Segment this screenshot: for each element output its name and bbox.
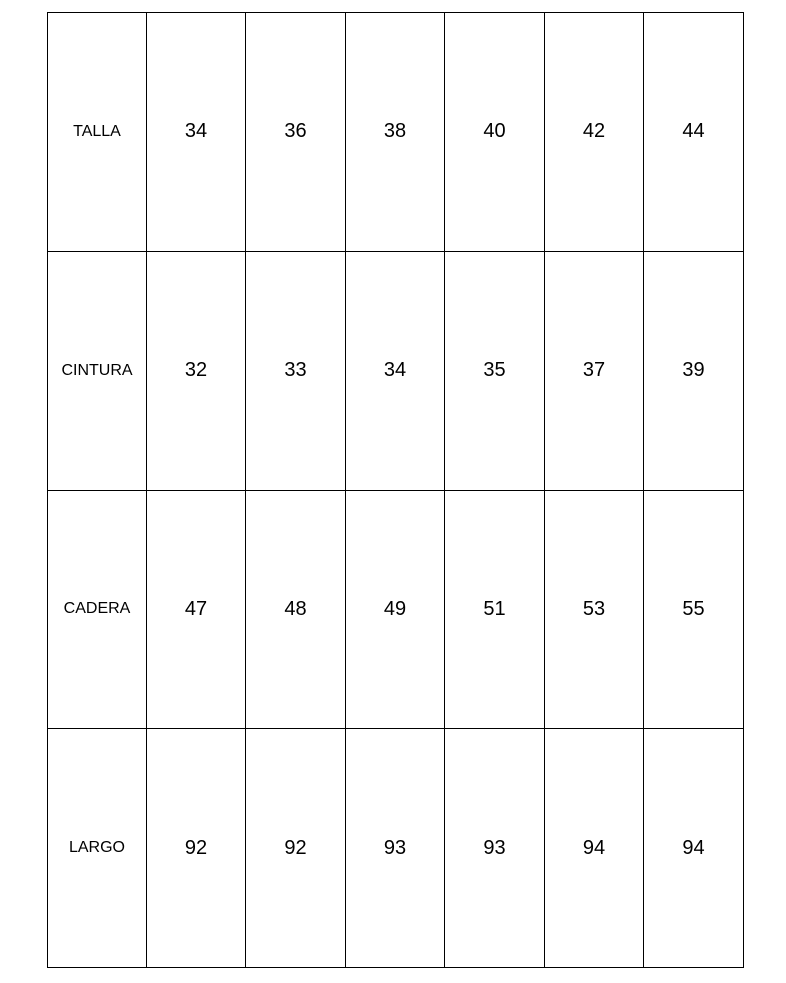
table-cell: 36 (246, 13, 346, 252)
table-cell: 92 (147, 729, 246, 968)
table-cell: 53 (545, 490, 644, 729)
table-cell: 42 (545, 13, 644, 252)
table-cell: 39 (644, 251, 744, 490)
table-cell: 47 (147, 490, 246, 729)
table-cell: 94 (644, 729, 744, 968)
table-cell: 93 (445, 729, 545, 968)
table-cell: 34 (346, 251, 445, 490)
table-cell: 34 (147, 13, 246, 252)
table-row-cintura (48, 251, 744, 490)
table-row-talla (48, 13, 744, 252)
table-cell: 40 (445, 13, 545, 252)
table-row-cadera (48, 490, 744, 729)
row-label: LARGO (48, 729, 147, 968)
table-cell: 32 (147, 251, 246, 490)
table-cell: 35 (445, 251, 545, 490)
row-label: CADERA (48, 490, 147, 729)
table-cell: 51 (445, 490, 545, 729)
table-cell: 48 (246, 490, 346, 729)
table-row-largo (48, 729, 744, 968)
table-cell: 33 (246, 251, 346, 490)
table-cell: 55 (644, 490, 744, 729)
table-cell: 49 (346, 490, 445, 729)
size-chart-table (47, 12, 744, 968)
table-cell: 44 (644, 13, 744, 252)
row-label: TALLA (48, 13, 147, 252)
table-cell: 37 (545, 251, 644, 490)
table-cell: 94 (545, 729, 644, 968)
table-cell: 92 (246, 729, 346, 968)
table-cell: 38 (346, 13, 445, 252)
table-cell: 93 (346, 729, 445, 968)
row-label: CINTURA (48, 251, 147, 490)
